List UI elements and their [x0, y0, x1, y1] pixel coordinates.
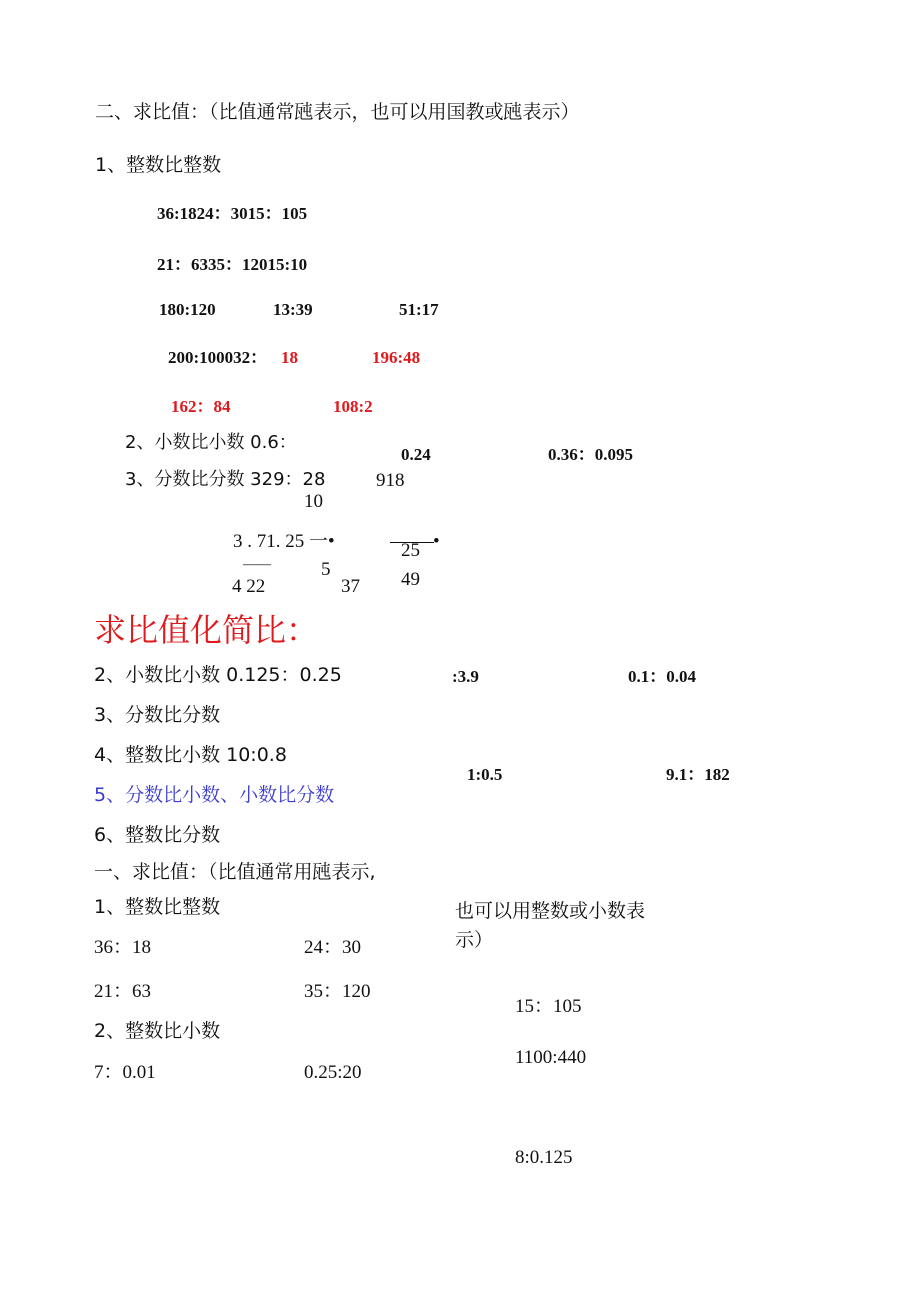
subsection-fraction-ratio: 3、分数比分数 329：28 [125, 469, 326, 490]
fraction-part: 5 [321, 559, 331, 580]
simplify-item-4: 4、整数比小数 10:0.8 [94, 744, 287, 766]
fraction-dot: • [433, 531, 440, 552]
section-heading-2: 二、求比值：（比值通常瓲表示，也可以用国教或瓲表示） [95, 101, 580, 123]
exercise-item: 0.36：0.095 [548, 445, 633, 464]
fraction-part: 49 [401, 569, 420, 590]
exercise-row-2: 21：6335：12015:10 [157, 255, 308, 274]
heading-continuation: 也可以用整数或小数表 [455, 900, 646, 922]
exercise-item-red: 108:2 [333, 397, 373, 416]
exercise-item: 51:17 [399, 300, 439, 319]
exercise-row-1: 36:1824：3015：105 [157, 204, 308, 223]
fraction-part: 10 [304, 491, 323, 512]
exercise-item-red: 162：84 [171, 397, 231, 416]
subsection-integer-ratio: 1、整数比整数 [95, 154, 222, 176]
exercise-item: 200:100032： [168, 348, 268, 367]
exercise-item: 24：30 [304, 937, 362, 958]
exercise-item: 15：105 [515, 996, 582, 1017]
section-heading-simplify: 求比值化简比： [94, 611, 319, 649]
exercise-item: 918 [376, 470, 405, 491]
exercise-item: 1:0.5 [467, 765, 503, 784]
fraction-part: 4 22 [232, 576, 266, 597]
subsection-integer-ratio: 1、整数比整数 [94, 896, 221, 918]
simplify-item-6: 6、整数比分数 [94, 824, 221, 846]
exercise-item: 21：63 [94, 981, 152, 1002]
exercise-item: 7：0.01 [94, 1062, 156, 1083]
exercise-item: 35：120 [304, 981, 371, 1002]
fraction-part: 25 [401, 540, 420, 561]
exercise-item: 9.1：182 [666, 765, 730, 784]
simplify-item-2: 2、小数比小数 0.125：0.25 [94, 664, 342, 686]
exercise-item-red: 196:48 [372, 348, 421, 367]
fraction-part: 37 [341, 576, 360, 597]
fraction-line: 3 . 71. 25 一• [233, 531, 335, 552]
exercise-item: 180:120 [159, 300, 216, 319]
exercise-item: 8:0.125 [515, 1147, 573, 1168]
simplify-item-3: 3、分数比分数 [94, 704, 221, 726]
subsection-integer-decimal: 2、整数比小数 [94, 1020, 221, 1042]
exercise-item: 1100:440 [515, 1047, 587, 1068]
subsection-decimal-ratio: 2、小数比小数 0.6： [125, 432, 297, 453]
exercise-item-red: 18 [281, 348, 298, 367]
heading-continuation: 示） [455, 929, 494, 951]
exercise-item: 36：18 [94, 937, 152, 958]
exercise-item: 0.24 [401, 445, 431, 464]
fraction-dash: —— [243, 557, 271, 572]
exercise-item: 0.1：0.04 [628, 667, 696, 686]
simplify-item-5: 5、分数比小数、小数比分数 [94, 784, 335, 806]
exercise-item: 13:39 [273, 300, 313, 319]
section-heading-1: 一、求比值：（比值通常用瓲表示, [94, 861, 376, 883]
exercise-item: 0.25:20 [304, 1062, 362, 1083]
exercise-item: :3.9 [452, 667, 479, 686]
